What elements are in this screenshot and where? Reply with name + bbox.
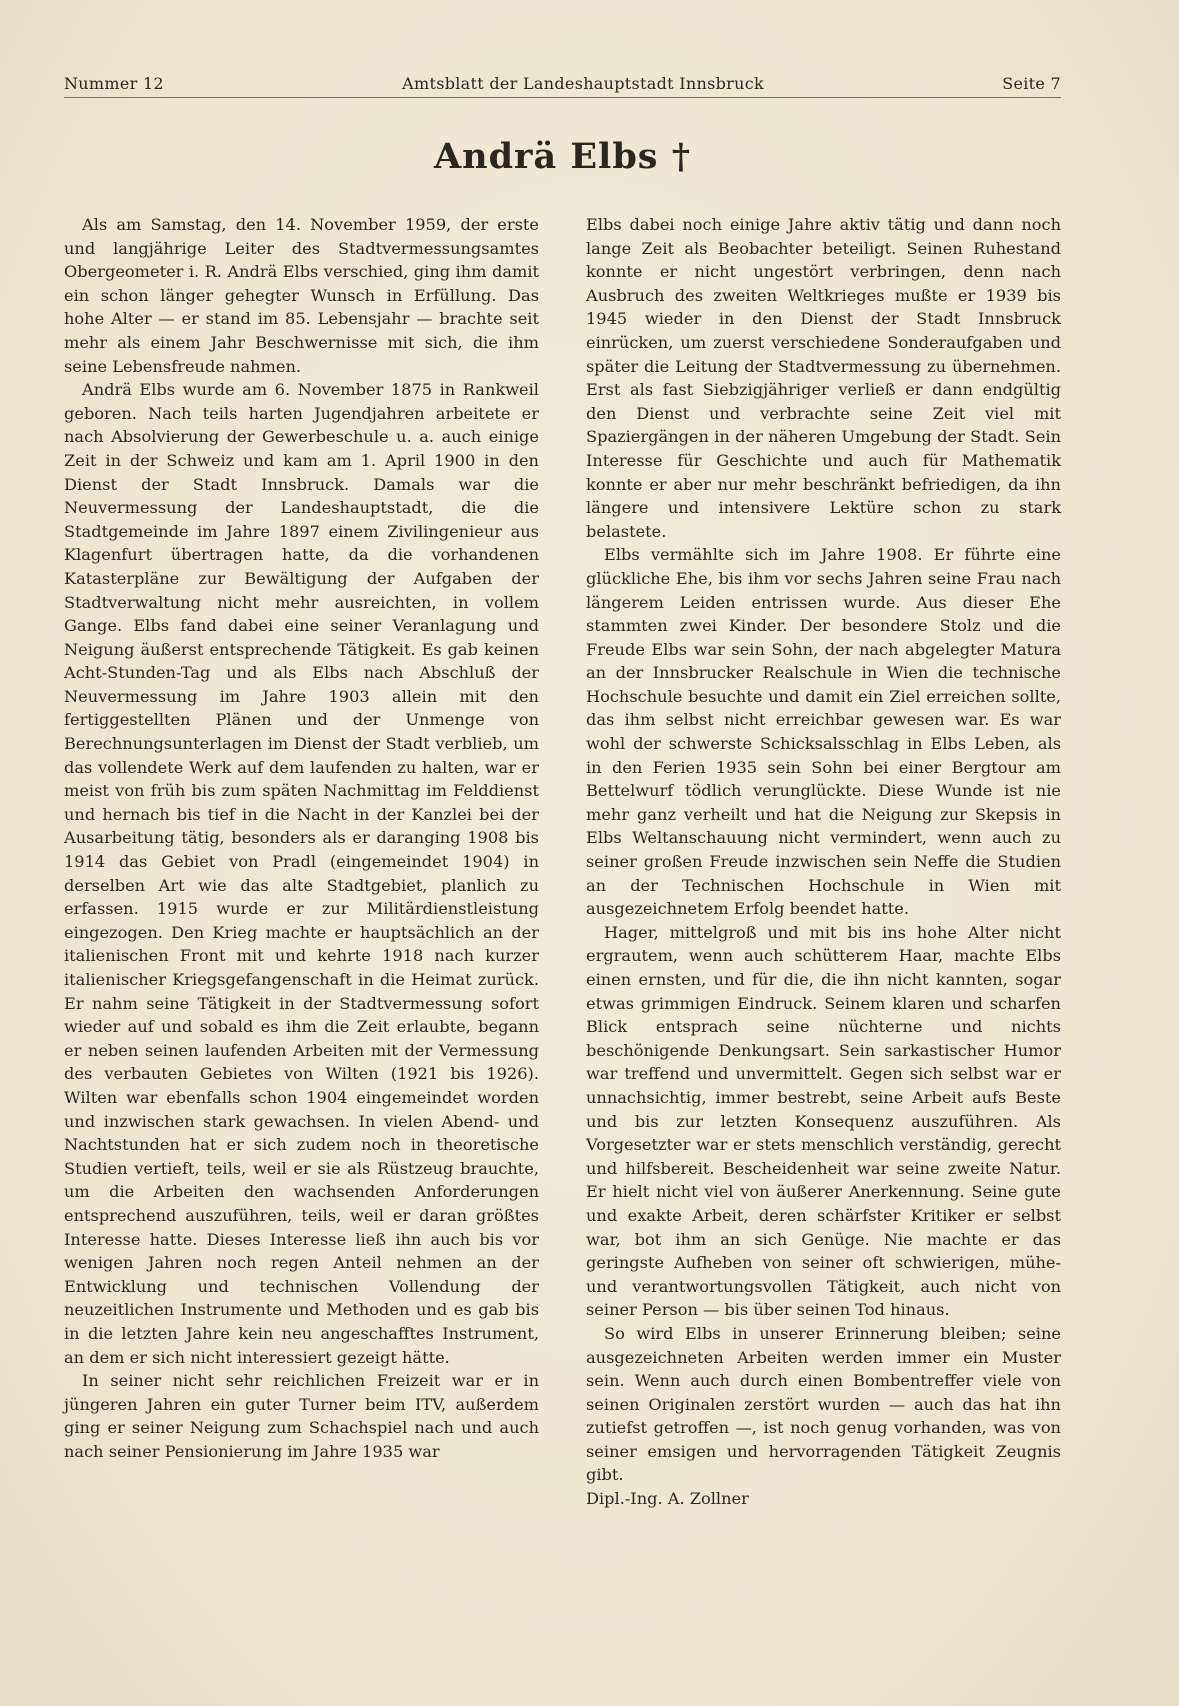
article-body [64, 213, 1061, 1511]
article-title: Andrä Elbs † [433, 136, 692, 177]
paragraph: So wird Elbs in unserer Erinnerung bleiben; seine ausgezeichneten Arbeiten werden immer ein Muster sein. Wenn auch durch einen Bombentreffer viele von seinen Originalen zerstört wurden — auch das hat ihn zutiefst getroffen —, ist noch genug vorhanden, was von seiner emsigen und hervorragenden Tätigkeit Zeugnis gibt. [586, 1323, 1061, 1485]
paragraph: Elbs vermählte sich im Jahre 1908. Er führte eine glückliche Ehe, bis ihm vor sechs Jahren seine Frau nach längerem Leiden entrissen wurde. Aus dieser Ehe stammten zwei Kinder. Der besondere Stolz und die Freude Elbs war sein Sohn, der nach abgelegter Matura an der Innsbrucker Realschule in Wien die technische Hochschule besuchte und damit ein Ziel erreichen sollte, das ihm selbst nicht erreichbar gewesen war. Es war wohl der schwerste Schicksalsschlag in Elbs Leben, als in den Ferien 1935 sein Sohn bei einer Bergtour am Bettelwurf tödlich verunglückte. Diese Wunde ist nie mehr ganz verheilt und hat die Neigung zur Skepsis in Elbs Weltanschauung nicht vermindert, wenn auch zu seiner großen Freude inzwischen sein Neffe die Studien an der Technischen Hochschule in Wien mit ausgezeichnetem Erfolg beendet hatte. [586, 545, 1061, 919]
right-column [586, 213, 1061, 1511]
paragraph: Hager, mittelgroß und mit bis ins hohe Alter nicht ergrautem, wenn auch schütterem Haar, machte Elbs einen ernsten, und für die, die ihn nicht kannten, sogar etwas grimmigen Eindruck. Seinem klaren und scharfen Blick entsprach seine nüchterne und nichts beschönigende Denkungsart. Sein sarkastischer Humor war treffend und unvermittelt. Gegen sich selbst war er unnachsichtig, immer bestrebt, seine Arbeit aufs Beste und bis zur letzten Konsequenz auszuführen. Als Vorgesetzter war er stets menschlich verständig, gerecht und hilfsbereit. Bescheidenheit war seine zweite Natur. Er hielt nicht viel von äußerer Anerkennung. Seine gute und exakte Arbeit, deren schärfster Kritiker er selbst war, bot ihm an sich Genüge. Nie machte er das geringste Aufheben von seiner oft schwierigen, mühe- und verantwortungsvollen Tätigkeit, auch nicht von seiner Person — bis über seinen Tod hinaus. [586, 922, 1061, 1320]
paragraph: In seiner nicht sehr reichlichen Freizeit war er in jüngeren Jahren ein guter Turner beim ITV, außerdem ging er seiner Neigung zum Schachspiel nach und auch nach seiner Pensionierung im Jahre 1935 war [64, 1371, 539, 1461]
page-header [64, 74, 1061, 98]
paragraph: Als am Samstag, den 14. November 1959, der erste und langjährige Leiter des Stadtvermessungsamtes Obergeometer i. R. Andrä Elbs verschied, ging ihm damit ein schon länger gehegter Wunsch in Erfüllung. Das hohe Alter — er stand im 85. Lebensjahr — brachte seit mehr als einem Jahr Beschwernisse mit sich, die ihm seine Lebensfreude nahmen. [64, 215, 539, 376]
left-column [64, 213, 539, 1511]
page-number: Seite 7 [1002, 74, 1061, 93]
issue-number: Nummer 12 [64, 74, 164, 93]
publication-name: Amtsblatt der Landeshauptstadt Innsbruck [402, 74, 764, 93]
paragraph: Elbs dabei noch einige Jahre aktiv tätig und dann noch lange Zeit als Beobachter beteiligt. Seinen Ruhestand konnte er nicht ungestört verbringen, denn nach Ausbruch des zweiten Weltkrieges mußte er 1939 bis 1945 wieder in den Dienst der Stadt Innsbruck einrücken, um zuerst verschiedene Sonderaufgaben und später die Leitung der Stadtvermessung zu übernehmen. Erst als fast Siebzigjähriger verließ er dann endgültig den Dienst und verbrachte seine Zeit viel mit Spaziergängen in der näheren Umgebung der Stadt. Sein Interesse für Geschichte und auch für Mathematik konnte er aber nur mehr beschränkt befriedigen, da ihn längere und intensivere Lektüre schon zu stark belastete. [586, 215, 1061, 541]
author-signature: Dipl.-Ing. A. Zollner [586, 1489, 749, 1509]
paragraph: Andrä Elbs wurde am 6. November 1875 in Rankweil geboren. Nach teils harten Jugendjahren arbeitete er nach Absolvierung der Gewerbeschule u. a. auch einige Zeit in der Schweiz und kam am 1. April 1900 in den Dienst der Stadt Innsbruck. Damals war die Neuvermessung der Landeshauptstadt, die die Stadtgemeinde im Jahre 1897 einem Zivilingenieur aus Klagenfurt übertragen hatte, da die vorhandenen Katasterpläne zur Bewältigung der Aufgaben der Stadtverwaltung nicht mehr ausreichten, in vollem Gange. Elbs fand dabei eine seiner Veranlagung und Neigung äußerst entsprechende Tätigkeit. Es gab keinen Acht-Stunden-Tag und als Elbs nach Abschluß der Neuvermessung im Jahre 1903 allein mit den fertiggestellten Plänen und der Unmenge von Berechnungsunterlagen im Dienst der Stadt verblieb, um das vollendete Werk auf dem laufenden zu halten, war er meist von früh bis zum späten Nachmittag im Felddienst und hernach bis tief in die Nacht in der Kanzlei bei der Ausarbeitung tätig, besonders als er daranging 1908 bis 1914 das Gebiet von Pradl (eingemeindet 1904) in derselben Art wie das alte Stadtgebiet, planlich zu erfassen. 1915 wurde er zur Militärdienstleistung eingezogen. Den Krieg machte er hauptsächlich an der italienischen Front mit und kehrte 1918 nach kurzer italienischer Kriegsgefangenschaft in die Heimat zurück. Er nahm seine Tätigkeit in der Stadtvermessung sofort wieder auf und sobald es ihm die Zeit erlaubte, begann er neben seinen laufenden Arbeiten mit der Vermessung des verbauten Gebietes von Wilten (1921 bis 1926). Wilten war ebenfalls schon 1904 eingemeindet worden und inzwischen stark gewachsen. In vielen Abend- und Nachtstunden hat er sich zudem noch in theoretische Studien vertieft, teils, weil er sie als Rüstzeug brauchte, um die Arbeiten den wachsenden Anforderungen entsprechend auszuführen, teils, weil er daran größtes Interesse hatte. Dieses Interesse ließ ihn auch bis vor wenigen Jahren noch regen Anteil nehmen an der Entwicklung und technischen Vollendung der neuzeitlichen Instrumente und Methoden und es gab bis in die letzten Jahre kein neu angeschafftes Instrument, an dem er sich nicht interessiert gezeigt hätte. [64, 380, 539, 1367]
